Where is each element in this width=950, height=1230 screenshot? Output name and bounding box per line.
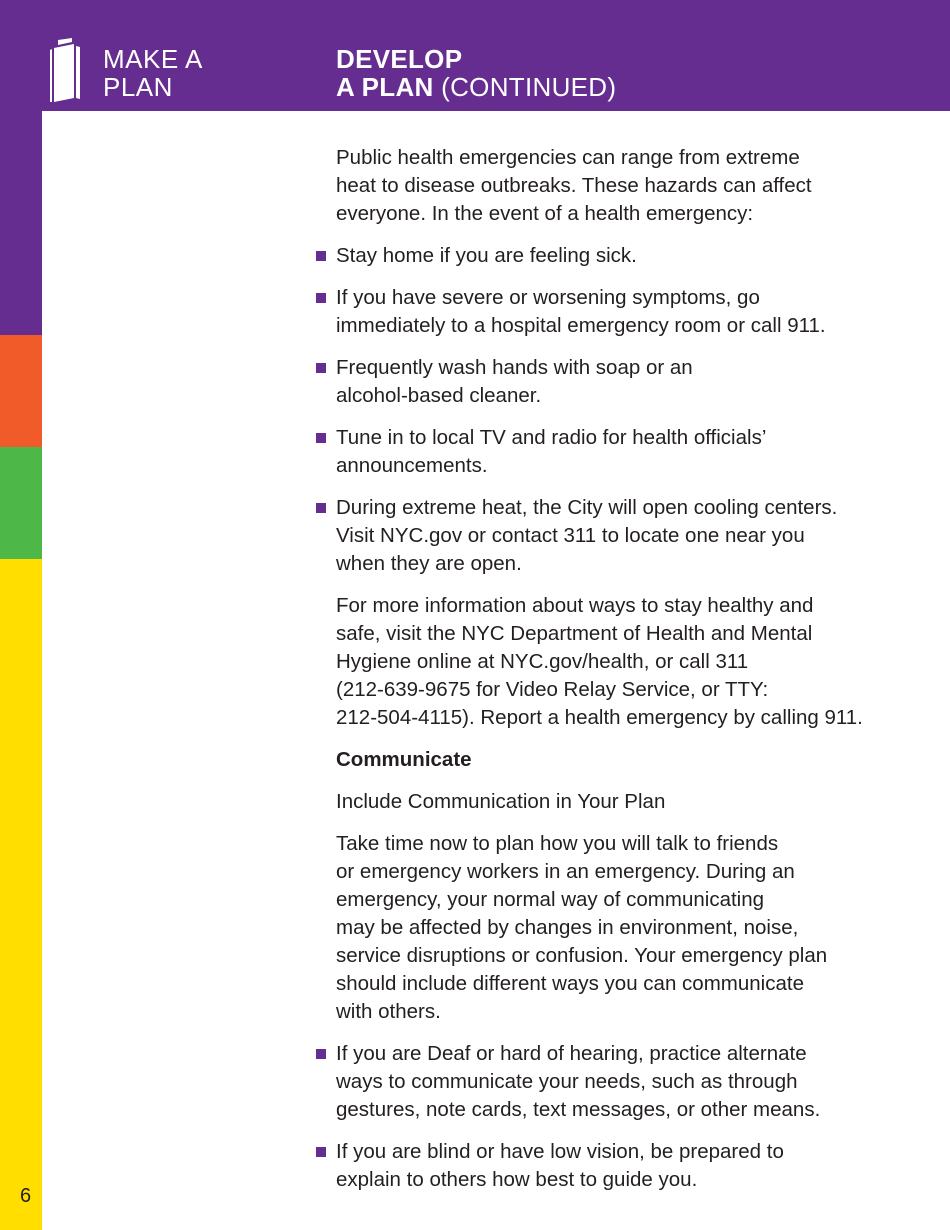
text-line: alcohol-based cleaner. xyxy=(336,384,542,407)
text-line: when they are open. xyxy=(336,552,522,575)
text-line: gestures, note cards, text messages, or other means. xyxy=(336,1098,821,1121)
text-line: ways to communicate your needs, such as through xyxy=(336,1070,798,1093)
text-line: service disruptions or confusion. Your emergency plan xyxy=(336,944,828,967)
page-header xyxy=(0,0,950,111)
page-title xyxy=(336,45,616,101)
text-line: Hygiene online at NYC.gov/health, or call 311 xyxy=(336,650,749,673)
text-line: immediately to a hospital emergency room or call 911. xyxy=(336,314,826,337)
page-title-line1: DEVELOP xyxy=(336,44,463,74)
section-label-line2: PLAN xyxy=(103,72,173,102)
bullet-item xyxy=(336,1138,896,1194)
section-label xyxy=(103,45,203,101)
text-line: heat to disease outbreaks. These hazards can affect xyxy=(336,174,812,197)
text-line: announcements. xyxy=(336,454,488,477)
bullet-square-icon xyxy=(316,1049,326,1059)
text-line: For more information about ways to stay healthy and xyxy=(336,594,814,617)
bullet-square-icon xyxy=(316,251,326,261)
book-icon xyxy=(48,38,84,104)
text-line: 212-504-4115). Report a health emergency by calling 911. xyxy=(336,706,863,729)
bullet-item xyxy=(336,494,896,578)
page-number: 6 xyxy=(20,1185,32,1207)
text-line: Public health emergencies can range from extreme xyxy=(336,146,800,169)
side-bar-orange xyxy=(0,335,42,447)
page-title-line2 xyxy=(336,73,616,101)
text-line: If you are blind or have low vision, be prepared to xyxy=(336,1140,784,1163)
text-line: (212-639-9675 for Video Relay Service, or TTY: xyxy=(336,678,769,701)
more-info-paragraph xyxy=(336,592,896,732)
text-line: Stay home if you are feeling sick. xyxy=(336,244,637,267)
bullet-item xyxy=(336,1040,896,1124)
text-line: If you have severe or worsening symptoms, go xyxy=(336,286,760,309)
bullet-square-icon xyxy=(316,503,326,513)
text-line: emergency, your normal way of communicating xyxy=(336,888,765,911)
text-line: everyone. In the event of a health emergency: xyxy=(336,202,754,225)
communicate-heading: Communicate xyxy=(336,748,472,771)
communicate-paragraph xyxy=(336,830,896,1026)
text-line: with others. xyxy=(336,1000,441,1023)
side-bar-purple xyxy=(0,111,42,335)
bullet-item xyxy=(336,354,896,410)
communicate-subheading: Include Communication in Your Plan xyxy=(336,790,666,813)
bullet-item xyxy=(336,284,896,340)
text-line: should include different ways you can communicate xyxy=(336,972,804,995)
bullet-item xyxy=(336,424,896,480)
text-line: Tune in to local TV and radio for health officials’ xyxy=(336,426,767,449)
bullet-square-icon xyxy=(316,363,326,373)
intro-paragraph xyxy=(336,144,896,228)
text-line: If you are Deaf or hard of hearing, practice alternate xyxy=(336,1042,807,1065)
page-title-bold: A PLAN xyxy=(336,72,434,102)
text-line: Take time now to plan how you will talk to friends xyxy=(336,832,779,855)
bullet-square-icon xyxy=(316,433,326,443)
text-line: Frequently wash hands with soap or an xyxy=(336,356,693,379)
section-label-line1: MAKE A xyxy=(103,44,203,74)
text-line: Visit NYC.gov or contact 311 to locate one near you xyxy=(336,524,805,547)
bullet-square-icon xyxy=(316,1147,326,1157)
text-line: During extreme heat, the City will open cooling centers. xyxy=(336,496,838,519)
page-title-suffix: (CONTINUED) xyxy=(433,72,617,102)
side-bar-yellow xyxy=(0,559,42,1230)
text-line: safe, visit the NYC Department of Health and Mental xyxy=(336,622,813,645)
side-bar-green xyxy=(0,447,42,559)
bullet-square-icon xyxy=(316,293,326,303)
text-line: may be affected by changes in environment, noise, xyxy=(336,916,799,939)
bullet-item xyxy=(336,242,896,270)
text-line: or emergency workers in an emergency. During an xyxy=(336,860,795,883)
main-content xyxy=(336,144,896,1208)
text-line: explain to others how best to guide you. xyxy=(336,1168,698,1191)
